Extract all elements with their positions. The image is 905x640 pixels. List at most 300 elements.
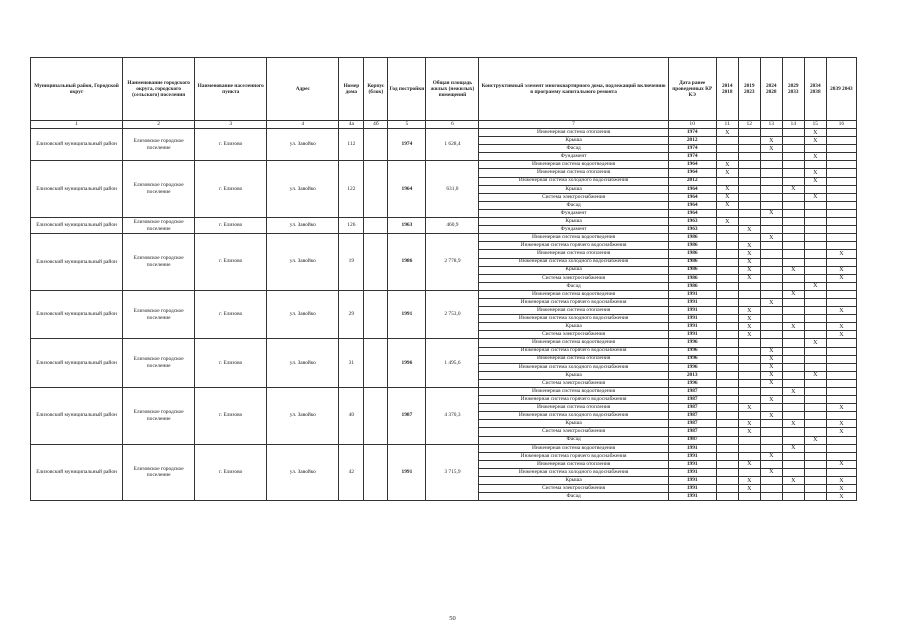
previous-repair-date-cell: 1987 (668, 420, 716, 428)
column-number: 15 (804, 121, 826, 129)
period-mark-cell: X (760, 363, 782, 371)
period-mark-cell (738, 412, 760, 420)
period-mark-cell: X (760, 355, 782, 363)
period-mark-cell (760, 388, 782, 396)
previous-repair-date-cell: 1986 (668, 266, 716, 274)
period-mark-cell: X (804, 129, 826, 137)
period-mark-cell (826, 129, 856, 137)
period-mark-cell: X (782, 266, 804, 274)
previous-repair-date-cell: 1991 (668, 444, 716, 452)
period-mark-cell (826, 371, 856, 379)
house-number-cell: 112 (339, 129, 364, 161)
header-period-2034: 2034 2038 (804, 58, 826, 121)
period-mark-cell: X (782, 388, 804, 396)
area-cell: 460,9 (426, 218, 479, 234)
period-mark-cell (760, 266, 782, 274)
period-mark-cell (760, 242, 782, 250)
period-mark-cell (804, 355, 826, 363)
period-mark-cell (804, 493, 826, 501)
column-number: 4 (267, 121, 339, 129)
header-house-number: Номер дома (339, 58, 364, 121)
element-name-cell: Система электроснабжения (479, 331, 668, 339)
period-mark-cell (738, 161, 760, 169)
page-number: 50 (449, 615, 456, 622)
period-mark-cell (738, 290, 760, 298)
element-name-cell: Инженерная система горячего водоснабжения (479, 347, 668, 355)
period-mark-cell: X (804, 371, 826, 379)
period-mark-cell (760, 290, 782, 298)
element-name-cell: Инженерная система водоотведения (479, 161, 668, 169)
period-mark-cell (782, 274, 804, 282)
district-cell: Елизовский муниципальный район (31, 218, 123, 234)
period-mark-cell: X (826, 274, 856, 282)
period-mark-cell: X (782, 477, 804, 485)
period-mark-cell (804, 323, 826, 331)
area-cell: 2 753,0 (426, 290, 479, 339)
period-mark-cell: X (738, 420, 760, 428)
locality-cell: г. Елизово (195, 129, 267, 161)
period-mark-cell (804, 452, 826, 460)
period-mark-cell (760, 226, 782, 234)
period-mark-cell (738, 234, 760, 242)
period-mark-cell (804, 185, 826, 193)
element-name-cell: Инженерная система отопления (479, 250, 668, 258)
period-mark-cell (760, 250, 782, 258)
period-mark-cell (716, 379, 738, 387)
period-mark-cell (804, 201, 826, 209)
period-mark-cell (760, 436, 782, 444)
house-number-cell: 29 (339, 290, 364, 339)
period-mark-cell (804, 404, 826, 412)
period-mark-cell (782, 201, 804, 209)
element-name-cell: Инженерная система водоотведения (479, 444, 668, 452)
previous-repair-date-cell: 1987 (668, 388, 716, 396)
previous-repair-date-cell: 2012 (668, 177, 716, 185)
house-number-cell: 40 (339, 388, 364, 445)
period-mark-cell (760, 460, 782, 468)
element-name-cell: Инженерная система горячего водоснабжения (479, 242, 668, 250)
previous-repair-date-cell: 1996 (668, 363, 716, 371)
period-mark-cell (716, 339, 738, 347)
period-mark-cell (716, 404, 738, 412)
period-mark-cell: X (782, 290, 804, 298)
period-mark-cell (716, 493, 738, 501)
period-mark-cell (760, 444, 782, 452)
period-mark-cell (760, 161, 782, 169)
period-mark-cell (760, 404, 782, 412)
period-mark-cell (738, 493, 760, 501)
table-row (31, 161, 857, 169)
period-mark-cell: X (738, 226, 760, 234)
period-mark-cell (804, 477, 826, 485)
period-mark-cell: X (738, 477, 760, 485)
table-row (31, 444, 857, 452)
area-cell: 631,0 (426, 161, 479, 218)
period-mark-cell (826, 137, 856, 145)
period-mark-cell: X (738, 250, 760, 258)
locality-cell: г. Елизово (195, 161, 267, 218)
previous-repair-date-cell: 1964 (668, 193, 716, 201)
period-mark-cell (782, 379, 804, 387)
previous-repair-date-cell: 1996 (668, 339, 716, 347)
element-name-cell: Инженерная система холодного водоснабжения (479, 315, 668, 323)
period-mark-cell (716, 371, 738, 379)
period-mark-cell: X (826, 477, 856, 485)
period-mark-cell: X (804, 436, 826, 444)
period-mark-cell (782, 339, 804, 347)
period-mark-cell (804, 412, 826, 420)
period-mark-cell: X (804, 339, 826, 347)
period-mark-cell (782, 129, 804, 137)
period-mark-cell (738, 209, 760, 217)
locality-cell: г. Елизово (195, 218, 267, 234)
element-name-cell: Фасад (479, 282, 668, 290)
period-mark-cell (804, 234, 826, 242)
period-mark-cell (826, 177, 856, 185)
period-mark-cell (782, 396, 804, 404)
previous-repair-date-cell: 1986 (668, 258, 716, 266)
period-mark-cell (716, 347, 738, 355)
period-mark-cell (760, 129, 782, 137)
period-mark-cell (804, 266, 826, 274)
period-mark-cell (782, 485, 804, 493)
period-mark-cell (716, 137, 738, 145)
district-cell: Елизовский муниципальный район (31, 444, 123, 501)
period-mark-cell (782, 460, 804, 468)
previous-repair-date-cell: 1996 (668, 347, 716, 355)
period-mark-cell: X (738, 274, 760, 282)
period-mark-cell: X (826, 307, 856, 315)
period-mark-cell (804, 209, 826, 217)
period-mark-cell (760, 201, 782, 209)
element-name-cell: Крыша (479, 477, 668, 485)
header-previous-repair-date: Дата ранее проведенных КР КЭ (668, 58, 716, 121)
period-mark-cell (804, 444, 826, 452)
period-mark-cell (738, 339, 760, 347)
element-name-cell: Инженерная система горячего водоснабжения (479, 298, 668, 306)
period-mark-cell (804, 242, 826, 250)
period-mark-cell (738, 396, 760, 404)
previous-repair-date-cell: 1987 (668, 396, 716, 404)
element-name-cell: Инженерная система водоотведения (479, 339, 668, 347)
previous-repair-date-cell: 1964 (668, 169, 716, 177)
district-cell: Елизовский муниципальный район (31, 388, 123, 445)
block-cell (364, 161, 388, 218)
settlement-cell: Елизовское городское поселение (123, 388, 195, 445)
period-mark-cell (826, 396, 856, 404)
period-mark-cell (826, 185, 856, 193)
period-mark-cell: X (782, 185, 804, 193)
period-mark-cell: X (826, 250, 856, 258)
period-mark-cell (760, 331, 782, 339)
period-mark-cell (826, 452, 856, 460)
period-mark-cell (826, 226, 856, 234)
column-number-row (31, 121, 857, 129)
element-name-cell: Инженерная система водоотведения (479, 234, 668, 242)
period-mark-cell (738, 185, 760, 193)
period-mark-cell: X (760, 452, 782, 460)
period-mark-cell (826, 258, 856, 266)
period-mark-cell (738, 363, 760, 371)
table-row (31, 339, 857, 347)
period-mark-cell: X (826, 428, 856, 436)
block-cell (364, 444, 388, 501)
period-mark-cell: X (760, 137, 782, 145)
block-cell (364, 388, 388, 445)
period-mark-cell (826, 355, 856, 363)
previous-repair-date-cell: 1986 (668, 282, 716, 290)
column-number: 11 (716, 121, 738, 129)
period-mark-cell (782, 404, 804, 412)
period-mark-cell (826, 298, 856, 306)
period-mark-cell: X (826, 493, 856, 501)
period-mark-cell: X (760, 234, 782, 242)
period-mark-cell (716, 290, 738, 298)
previous-repair-date-cell: 2012 (668, 137, 716, 145)
element-name-cell: Инженерная система холодного водоснабжения (479, 363, 668, 371)
header-element: Конструктивный элемент многоквартирного дома, подлежащий включению в программу капитального ремонта (479, 58, 668, 121)
period-mark-cell (826, 218, 856, 226)
period-mark-cell (716, 266, 738, 274)
period-mark-cell (782, 315, 804, 323)
period-mark-cell (716, 250, 738, 258)
period-mark-cell (716, 420, 738, 428)
period-mark-cell (826, 339, 856, 347)
previous-repair-date-cell: 2013 (668, 371, 716, 379)
column-number: 3 (195, 121, 267, 129)
district-cell: Елизовский муниципальный район (31, 129, 123, 161)
period-mark-cell (738, 129, 760, 137)
element-name-cell: Инженерная система холодного водоснабжения (479, 412, 668, 420)
element-name-cell: Инженерная система водоотведения (479, 388, 668, 396)
period-mark-cell: X (760, 412, 782, 420)
period-mark-cell: X (738, 266, 760, 274)
previous-repair-date-cell: 1963 (668, 218, 716, 226)
period-mark-cell (738, 436, 760, 444)
period-mark-cell (782, 452, 804, 460)
table-row (31, 290, 857, 298)
period-mark-cell (804, 298, 826, 306)
district-cell: Елизовский муниципальный район (31, 290, 123, 339)
previous-repair-date-cell: 1986 (668, 234, 716, 242)
year-built-cell: 1987 (388, 388, 426, 445)
column-number: 10 (668, 121, 716, 129)
period-mark-cell (782, 363, 804, 371)
period-mark-cell: X (738, 428, 760, 436)
period-mark-cell: X (826, 323, 856, 331)
settlement-cell: Елизовское городское поселение (123, 129, 195, 161)
period-mark-cell (782, 347, 804, 355)
element-name-cell: Крыша (479, 266, 668, 274)
period-mark-cell: X (716, 218, 738, 226)
previous-repair-date-cell: 1991 (668, 485, 716, 493)
period-mark-cell (782, 169, 804, 177)
previous-repair-date-cell: 1991 (668, 298, 716, 306)
element-name-cell: Фасад (479, 493, 668, 501)
element-name-cell: Инженерная система отопления (479, 129, 668, 137)
settlement-cell: Елизовское городское поселение (123, 218, 195, 234)
period-mark-cell (716, 315, 738, 323)
district-cell: Елизовский муниципальный район (31, 234, 123, 291)
locality-cell: г. Елизово (195, 234, 267, 291)
period-mark-cell: X (760, 298, 782, 306)
period-mark-cell (826, 436, 856, 444)
period-mark-cell (738, 355, 760, 363)
period-mark-cell (738, 193, 760, 201)
period-mark-cell: X (826, 485, 856, 493)
period-mark-cell (782, 468, 804, 476)
period-mark-cell (760, 169, 782, 177)
locality-cell: г. Елизово (195, 339, 267, 388)
previous-repair-date-cell: 1987 (668, 428, 716, 436)
block-cell (364, 290, 388, 339)
period-mark-cell (716, 226, 738, 234)
header-period-2039: 2039 2043 (826, 58, 856, 121)
street-cell: ул. Завойко (267, 388, 339, 445)
period-mark-cell (782, 218, 804, 226)
period-mark-cell: X (826, 404, 856, 412)
period-mark-cell (804, 347, 826, 355)
period-mark-cell (760, 274, 782, 282)
period-mark-cell: X (804, 193, 826, 201)
area-cell: 1 628,4 (426, 129, 479, 161)
year-built-cell: 1986 (388, 234, 426, 291)
period-mark-cell (826, 169, 856, 177)
period-mark-cell (760, 315, 782, 323)
capital-repair-table (30, 57, 857, 501)
period-mark-cell (760, 193, 782, 201)
period-mark-cell (826, 388, 856, 396)
element-name-cell: Фундамент (479, 226, 668, 234)
header-settlement: Наименование городского округа, городского (сельского) поселения (123, 58, 195, 121)
previous-repair-date-cell: 1963 (668, 226, 716, 234)
period-mark-cell: X (760, 379, 782, 387)
period-mark-cell (782, 282, 804, 290)
settlement-cell: Елизовское городское поселение (123, 290, 195, 339)
element-name-cell: Инженерная система холодного водоснабжения (479, 177, 668, 185)
area-cell: 1 495,6 (426, 339, 479, 388)
period-mark-cell (782, 371, 804, 379)
element-name-cell: Инженерная система горячего водоснабжения (479, 452, 668, 460)
period-mark-cell: X (716, 129, 738, 137)
period-mark-cell (716, 412, 738, 420)
period-mark-cell (716, 363, 738, 371)
previous-repair-date-cell: 1991 (668, 315, 716, 323)
period-mark-cell (738, 388, 760, 396)
period-mark-cell (804, 145, 826, 153)
period-mark-cell (782, 209, 804, 217)
period-mark-cell (826, 363, 856, 371)
period-mark-cell: X (826, 420, 856, 428)
period-mark-cell (782, 242, 804, 250)
period-mark-cell: X (716, 193, 738, 201)
period-mark-cell (804, 428, 826, 436)
period-mark-cell: X (782, 420, 804, 428)
column-number: 12 (738, 121, 760, 129)
period-mark-cell (716, 355, 738, 363)
previous-repair-date-cell: 1987 (668, 436, 716, 444)
period-mark-cell (826, 234, 856, 242)
period-mark-cell: X (738, 258, 760, 266)
previous-repair-date-cell: 1991 (668, 331, 716, 339)
street-cell: ул. Завойко (267, 339, 339, 388)
period-mark-cell (782, 436, 804, 444)
block-cell (364, 218, 388, 234)
period-mark-cell (804, 307, 826, 315)
period-mark-cell (760, 218, 782, 226)
element-name-cell: Фундамент (479, 153, 668, 161)
period-mark-cell (716, 209, 738, 217)
period-mark-cell: X (804, 282, 826, 290)
block-cell (364, 339, 388, 388)
header-period-2029: 2029 2033 (782, 58, 804, 121)
element-name-cell: Инженерная система отопления (479, 307, 668, 315)
block-cell (364, 129, 388, 161)
period-mark-cell (826, 153, 856, 161)
period-mark-cell (760, 428, 782, 436)
house-number-cell: 42 (339, 444, 364, 501)
period-mark-cell (826, 161, 856, 169)
year-built-cell: 1964 (388, 161, 426, 218)
period-mark-cell: X (760, 396, 782, 404)
period-mark-cell (826, 290, 856, 298)
house-number-cell: 122 (339, 161, 364, 218)
house-number-cell: 19 (339, 234, 364, 291)
header-period-2024: 2024 2028 (760, 58, 782, 121)
previous-repair-date-cell: 1991 (668, 307, 716, 315)
period-mark-cell (716, 452, 738, 460)
element-name-cell: Крыша (479, 323, 668, 331)
element-name-cell: Инженерная система отопления (479, 460, 668, 468)
period-mark-cell: X (760, 209, 782, 217)
element-name-cell: Крыша (479, 218, 668, 226)
period-mark-cell: X (738, 242, 760, 250)
period-mark-cell (760, 177, 782, 185)
period-mark-cell (716, 153, 738, 161)
element-name-cell: Инженерная система холодного водоснабжения (479, 258, 668, 266)
period-mark-cell (782, 193, 804, 201)
period-mark-cell: X (738, 315, 760, 323)
period-mark-cell (782, 177, 804, 185)
street-cell: ул. Завойко (267, 444, 339, 501)
period-mark-cell (804, 485, 826, 493)
period-mark-cell (782, 250, 804, 258)
street-cell: ул. Завойко (267, 290, 339, 339)
period-mark-cell: X (760, 145, 782, 153)
period-mark-cell (738, 452, 760, 460)
year-built-cell: 1974 (388, 129, 426, 161)
period-mark-cell (716, 258, 738, 266)
header-address: Адрес (267, 58, 339, 121)
period-mark-cell (760, 153, 782, 161)
period-mark-cell (716, 428, 738, 436)
period-mark-cell (826, 145, 856, 153)
element-name-cell: Фундамент (479, 209, 668, 217)
street-cell: ул. Завойко (267, 218, 339, 234)
element-name-cell: Крыша (479, 137, 668, 145)
period-mark-cell: X (826, 266, 856, 274)
previous-repair-date-cell: 1986 (668, 250, 716, 258)
year-built-cell: 1991 (388, 290, 426, 339)
period-mark-cell (804, 161, 826, 169)
year-built-cell: 1963 (388, 218, 426, 234)
period-mark-cell (826, 209, 856, 217)
period-mark-cell (760, 282, 782, 290)
period-mark-cell (804, 274, 826, 282)
element-name-cell: Инженерная система горячего водоснабжения (479, 396, 668, 404)
period-mark-cell (716, 331, 738, 339)
period-mark-cell (738, 282, 760, 290)
